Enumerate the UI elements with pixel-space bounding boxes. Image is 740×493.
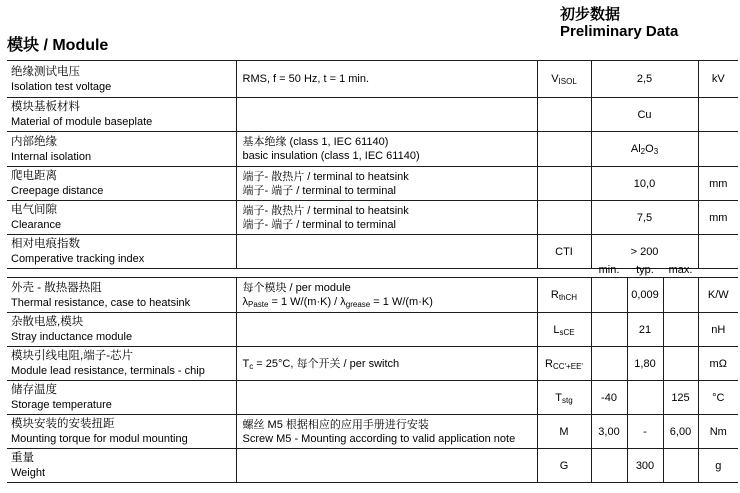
column-header-min: min. (598, 264, 620, 276)
value-part: Al (630, 143, 641, 155)
column-header-typ: typ. (636, 264, 654, 276)
module-spec-table-lower (7, 277, 738, 483)
max-value-cell (663, 313, 698, 347)
param-name-zh: 电气间隙 (11, 204, 57, 216)
conditions-cell (236, 201, 537, 235)
max-value-cell (663, 449, 698, 483)
typ-value-cell: 21 (627, 313, 663, 347)
value-subscript: 2 (640, 147, 646, 156)
param-name-zh: 模块引线电阻,端子-芯片 (11, 350, 134, 362)
param-name-zh: 绝缘测试电压 (11, 65, 80, 78)
condition-subscript: c (249, 361, 254, 371)
symbol-subscript: ISOL (558, 77, 577, 86)
table-row-module-lead-resistance (7, 347, 738, 381)
condition-part: = 25°C, 每个开关 / per switch (253, 357, 400, 370)
typ-value-cell (627, 381, 663, 415)
unit-cell: g (698, 449, 738, 483)
symbol-cell (537, 167, 591, 201)
condition-line: 端子- 端子 / terminal to terminal (242, 218, 396, 231)
symbol-main: T (555, 391, 563, 404)
symbol-main: R (550, 289, 559, 301)
conditions-cell (236, 167, 537, 201)
symbol-cell: G (537, 449, 591, 483)
value-cell: > 200 (591, 235, 698, 269)
param-name-zh: 内部绝缘 (11, 135, 57, 148)
conditions-cell (236, 278, 537, 313)
param-name-zh: 储存温度 (11, 384, 57, 396)
param-name-zh: 杂散电感,模块 (11, 316, 84, 328)
table-row-storage-temperature (7, 381, 738, 415)
param-name-cell (7, 449, 236, 483)
min-value-cell (591, 449, 627, 483)
table-row-mounting-torque (7, 415, 738, 449)
column-header-max: max. (668, 264, 693, 276)
value-cell: Cu (591, 98, 698, 132)
conditions-cell (236, 449, 537, 483)
table-row-stray-inductance (7, 313, 738, 347)
condition-subscript: grease (345, 300, 371, 309)
symbol-cell (537, 98, 591, 132)
symbol-subscript: stg (562, 395, 573, 405)
min-typ-max-header (7, 263, 738, 277)
param-name-cell (7, 278, 236, 313)
param-name-en: Mounting torque for modul mounting (11, 433, 188, 445)
symbol-subscript: sCE (559, 327, 575, 337)
condition-part: = 1 W/(m·K) (370, 296, 433, 308)
param-name-cell (7, 61, 236, 98)
typ-value-cell: 1,80 (627, 347, 663, 381)
param-name-zh: 模块安装的安装扭距 (11, 418, 115, 430)
condition-subscript: Paste (248, 300, 269, 309)
param-name-zh: 模块基板材料 (11, 101, 80, 113)
param-name-en: Isolation test voltage (11, 80, 112, 93)
band-spacer (7, 263, 591, 277)
symbol-cell (537, 313, 591, 347)
symbol-subscript: thCH (558, 293, 578, 302)
param-name-zh: 重量 (11, 452, 34, 464)
symbol-subscript: CC'+EE' (553, 361, 583, 371)
table-row-internal-isolation (7, 132, 738, 167)
param-name-en: Thermal resistance, case to heatsink (11, 296, 191, 309)
param-name-cell (7, 415, 236, 449)
conditions-cell (236, 132, 537, 167)
document-status-header (560, 6, 678, 40)
unit-cell: Nm (698, 415, 738, 449)
param-name-en: Internal isolation (11, 150, 92, 163)
param-name-en: Stray inductance module (11, 331, 133, 343)
table-row-isolation-test-voltage (7, 61, 738, 98)
param-name-en: Storage temperature (11, 399, 112, 411)
status-title-zh: 初步数据 (560, 6, 621, 23)
param-name-en: Material of module baseplate (11, 116, 153, 128)
value-cell: 10,0 (591, 167, 698, 201)
max-value-cell (663, 278, 698, 313)
symbol-cell (537, 61, 591, 98)
symbol-cell: M (537, 415, 591, 449)
symbol-cell: CTI (537, 235, 591, 269)
unit-cell (698, 132, 738, 167)
param-name-cell (7, 167, 236, 201)
condition-part: T (242, 357, 250, 370)
param-name-zh: 爬电距离 (11, 170, 57, 182)
condition-part: λ (242, 296, 248, 308)
table-row-creepage-distance (7, 167, 738, 201)
table-row-clearance (7, 201, 738, 235)
param-name-cell (7, 201, 236, 235)
condition-line: 端子- 散热片 / terminal to heatsink (242, 204, 409, 217)
conditions-cell (236, 347, 537, 381)
condition-line: RMS, f = 50 Hz, t = 1 min. (242, 73, 370, 85)
symbol-main: L (553, 323, 560, 336)
unit-cell: mm (698, 201, 738, 235)
condition-line: 端子- 端子 / terminal to terminal (242, 184, 396, 197)
unit-cell: nH (698, 313, 738, 347)
band-spacer (698, 263, 738, 277)
value-cell: 7,5 (591, 201, 698, 235)
min-value-cell (591, 313, 627, 347)
min-value-cell: 3,00 (591, 415, 627, 449)
max-value-cell: 125 (663, 381, 698, 415)
max-value-cell: 6,00 (663, 415, 698, 449)
conditions-cell (236, 98, 537, 132)
max-value-cell (663, 347, 698, 381)
symbol-cell (537, 132, 591, 167)
unit-cell (698, 98, 738, 132)
param-name-cell (7, 313, 236, 347)
conditions-cell (236, 313, 537, 347)
param-name-cell (7, 347, 236, 381)
table-row-baseplate-material (7, 98, 738, 132)
param-name-en: Weight (11, 467, 46, 479)
symbol-cell (537, 347, 591, 381)
condition-line (243, 357, 535, 371)
unit-cell: K/W (698, 278, 738, 313)
conditions-cell (236, 415, 537, 449)
module-spec-table-upper (7, 60, 738, 269)
symbol-cell (537, 278, 591, 313)
condition-line: 基本绝缘 (class 1, IEC 61140) (242, 136, 389, 148)
param-name-en: Module lead resistance, terminals - chip (11, 365, 205, 377)
param-name-zh: 相对电痕指数 (11, 238, 80, 250)
symbol-cell (537, 201, 591, 235)
param-name-zh: 外壳 - 散热器热阻 (11, 281, 102, 294)
min-value-cell (591, 347, 627, 381)
condition-line: basic insulation (class 1, IEC 61140) (242, 150, 420, 162)
value-part: O (645, 143, 654, 155)
conditions-cell (236, 61, 537, 98)
unit-cell: °C (698, 381, 738, 415)
min-value-cell: -40 (591, 381, 627, 415)
unit-cell: kV (698, 61, 738, 98)
condition-part: = 1 W/(m·K) / λ (268, 296, 346, 308)
param-name-en: Clearance (11, 219, 62, 231)
table-row-weight (7, 449, 738, 483)
condition-line (243, 295, 535, 309)
conditions-cell (236, 381, 537, 415)
condition-line: 每个模块 / per module (242, 282, 351, 294)
param-name-en: Comperative tracking index (11, 253, 145, 265)
param-name-cell (7, 98, 236, 132)
symbol-main: V (551, 73, 559, 85)
typ-value-cell: 300 (627, 449, 663, 483)
min-value-cell (591, 278, 627, 313)
typ-value-cell: - (627, 415, 663, 449)
param-name-cell (7, 381, 236, 415)
status-title-en: Preliminary Data (560, 23, 679, 40)
value-cell (591, 132, 698, 167)
symbol-main: R (545, 357, 553, 370)
table-row-thermal-resistance-case-heatsink (7, 278, 738, 313)
unit-cell: mm (698, 167, 738, 201)
unit-cell: mΩ (698, 347, 738, 381)
typ-value-cell: 0,009 (627, 278, 663, 313)
value-cell: 2,5 (591, 61, 698, 98)
param-name-cell (7, 132, 236, 167)
param-name-en: Creepage distance (11, 185, 104, 197)
condition-line: 螺丝 M5 根据相应的应用手册进行安装 (242, 418, 429, 431)
condition-line: 端子- 散热片 / terminal to heatsink (242, 170, 409, 183)
symbol-cell (537, 381, 591, 415)
value-subscript: 3 (653, 147, 659, 156)
section-title: 模块 / Module (7, 37, 109, 54)
condition-line: Screw M5 - Mounting according to valid application note (242, 432, 516, 445)
